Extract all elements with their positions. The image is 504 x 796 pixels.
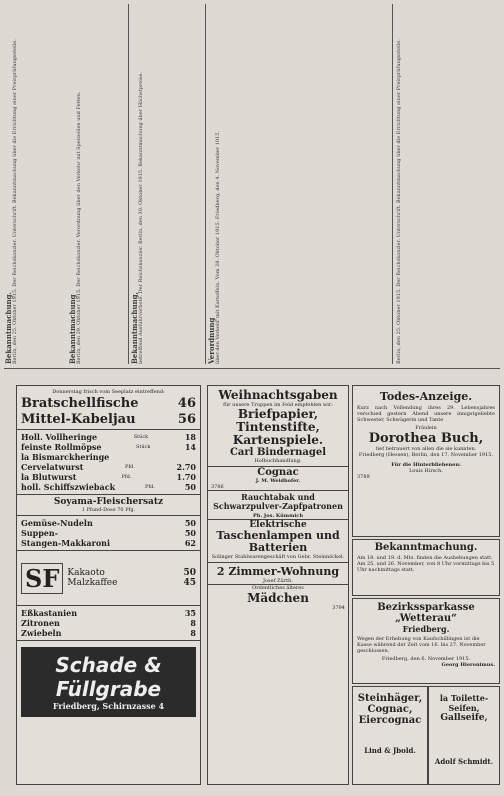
list-item — [17, 462, 200, 472]
ad1-sf2: Malzkaffee 45 — [67, 578, 196, 588]
ad-bezirkssparkasse — [352, 598, 500, 684]
bez-title: Bezirkssparkasse „Wetterau“ — [377, 602, 475, 624]
ad-toilette-seifen — [428, 686, 500, 785]
item-price: 50 — [184, 518, 196, 528]
schade-fuellgrabe-logo: Schade & Füllgrabe Friedberg, Schirnzasse 4 — [21, 647, 196, 717]
ad1-item-list-2 — [17, 516, 200, 551]
st-title: Steinhäger, — [357, 693, 423, 704]
ad1-sf1: Kakaoto 50 — [67, 568, 196, 578]
ad3-text: Kurz nach Vollendung ihres 29. Lebensjahres verschied gestern Abend unsere innigstgeliebte Schwester, Schwägerin und Tante — [357, 405, 495, 423]
column-divider — [392, 4, 393, 364]
column-3 — [132, 4, 202, 364]
list-item — [17, 482, 200, 492]
bez-text: Wegen der Erhebung von Kaufschillingen ist die Kasse während der Zeit vom 16. bis 27. November geschlossen. — [357, 636, 486, 654]
column-4-heading: Verordnung — [207, 317, 216, 364]
ad1-address: Friedberg, Schirnzasse 4 — [52, 701, 165, 711]
ad1-box-title: Soyama-Fleischersatz — [53, 497, 164, 507]
ad3-name: Dorothea Buch, — [368, 431, 484, 446]
bez-place: Friedberg, den 6. November 1915. — [381, 656, 471, 662]
item-name: Gemüse-Nudeln — [21, 518, 93, 528]
item-price: 8 — [190, 618, 196, 628]
toil-line2: Gallseife, — [440, 713, 488, 723]
ad2-zimmer: 2 Zimmer-Wohnung — [216, 565, 340, 578]
item-note: Stück — [135, 444, 151, 450]
st-firm: Lind & Jbold. — [364, 746, 416, 755]
ad2-elektrisch: Elektrische — [249, 520, 307, 530]
ad3-name-label: Fräulein — [415, 425, 437, 431]
ad2-cognac: Cognac — [257, 467, 299, 478]
ad2-firm: Carl Bindernagel — [229, 447, 327, 458]
ad2-maedchen: Mädchen — [247, 591, 309, 605]
item-name: Stangen-Makkaroni — [21, 538, 111, 548]
toil-firm: Adolf Schmidt. — [434, 757, 494, 766]
column-3-text: betreffend Ausfuhrverbote. Der Reichskanzler. Berlin, den 30. Oktober 1915. Bekanntmachung über Höchstpreise. — [138, 72, 144, 364]
ad2-line1: Briefpapier, — [237, 407, 319, 421]
ad2-rauch: Rauchtabak und Schwarzpulver-Zapfpatronen — [213, 492, 343, 511]
ad2-rauch-firm: Ph. Jos. Kümmich — [208, 513, 348, 520]
ad2-number: 3786 — [208, 484, 348, 491]
list-item — [17, 618, 200, 628]
list-item — [17, 452, 200, 462]
column-divider — [128, 4, 129, 364]
ad1-box-sub: 1 Pfund-Dose 70 Pfg. — [17, 507, 200, 516]
column-divider — [205, 4, 206, 364]
ad1-item-list — [17, 429, 200, 495]
item-name: Eßkastanien — [21, 608, 78, 618]
ad3-place: Friedberg (Hessen), Berlin, den 17. November 1915. — [358, 452, 494, 458]
bek-text: Am 18. und 19. d. Mts. finden die Aushebungen statt. Am 25. und 26. November, von 8 Uhr vormittags bis 5 Uhr nachmittags statt. — [357, 555, 495, 573]
ad2-line3: Kartenspiele. — [232, 433, 324, 447]
ad2-maedchen-sub: Ordentliches älteres — [252, 585, 304, 591]
ad2-zimmer-firm: Josef Zürth. — [208, 578, 348, 585]
st-line2: Cognac, — [367, 704, 413, 715]
column-2-text: Berlin, den 29. Oktober 1915. Der Reichskanzler. Verordnung über den Verkehr mit Speiseölen und Fetten. — [76, 91, 82, 364]
item-name: la Bismarckheringe — [21, 452, 110, 462]
column-4 — [209, 4, 389, 364]
list-item — [17, 518, 200, 528]
ad3-sub: tief betrauert von allen die sie kannten. — [375, 446, 477, 452]
ad2-cognac-firm: J. M. Weidhofer. — [255, 478, 301, 484]
item-price: 35 — [184, 608, 196, 618]
item-price: 1.70 — [176, 472, 196, 482]
ad2-sub: für unsere Truppen im Feld empfehlen wir: — [223, 402, 333, 408]
ad1-item-list-3 — [17, 606, 200, 641]
ad-schade-fuellgrabe — [16, 385, 201, 785]
list-item — [17, 432, 200, 442]
list-item — [17, 608, 200, 618]
item-price: 50 — [184, 528, 196, 538]
ad-todes-anzeige — [352, 385, 500, 537]
ad1-line1: Bratschellfische 46 — [21, 395, 196, 411]
item-name: holl. Schiffszwieback — [21, 482, 116, 492]
list-item — [17, 472, 200, 482]
item-price: 18 — [184, 432, 196, 442]
ad3-thanks-head: Für die Hinterbliebenen: — [391, 462, 461, 468]
ad3-thanks: Louis Hirsch. — [409, 468, 443, 474]
item-note: Pfd. — [124, 464, 135, 470]
item-name: Zwiebeln — [21, 628, 62, 638]
list-item — [17, 442, 200, 452]
list-item — [17, 628, 200, 638]
item-price: 50 — [184, 482, 196, 492]
item-name: Zitronen — [21, 618, 60, 628]
st-line3: Eiercognac — [358, 715, 422, 726]
column-2-heading: Bekanntmachung — [68, 294, 77, 364]
item-name: Holl. Vollheringe — [21, 432, 98, 442]
horizontal-divider — [4, 368, 500, 369]
item-price: 8 — [190, 628, 196, 638]
column-5 — [396, 4, 496, 364]
ad-weihnachtsgaben — [207, 385, 349, 785]
ad1-header: Donnerstag frisch vom Seeplatz eintreffend: — [52, 389, 165, 395]
bez-sign: Georg Hieronimus. — [441, 662, 495, 668]
column-4-text: über den Verkehr mit Kartoffeln. Vom 28. Oktober 1915. Friedberg, den 4. November 1915. — [215, 130, 221, 364]
column-2 — [70, 4, 125, 364]
toil-title: la Toilette-Seifen, — [439, 693, 489, 713]
column-1 — [6, 4, 66, 364]
ad-steinhaeger — [352, 686, 428, 785]
ad3-title: Todes-Anzeige. — [379, 390, 473, 403]
item-price: 62 — [184, 538, 196, 548]
column-1-heading: Bekanntmachung. — [4, 292, 13, 364]
ad2-taschenlampen: Taschenlampen und Batterien — [216, 529, 340, 554]
item-name: la Blutwurst — [21, 472, 77, 482]
column-3-heading: Bekanntmachung, — [130, 292, 139, 364]
item-name: Suppen- — [21, 528, 59, 538]
bek-title: Bekanntmachung. — [374, 542, 478, 553]
ad1-sf-block — [17, 551, 200, 606]
ad2-tasch-firm: Solinger Stahlwarengeschäft von Gebr. Steinnöckel. — [208, 554, 348, 563]
column-5-text: Berlin, den 25. Oktober 1915. Der Reichskanzler. Unterschrift. Bekanntmachung über die Errichtung einer Preisprüfungsstelle. — [396, 39, 402, 364]
ad2-firm-sub: Hofbuchhandlung. — [208, 458, 348, 467]
ad1-line2: Mittel-Kabeljau 56 — [21, 411, 196, 427]
ad3-number: 3789 — [357, 474, 370, 480]
item-price: 14 — [184, 442, 196, 452]
ad-bekanntmachung — [352, 539, 500, 596]
item-note: Pfd. — [144, 484, 155, 490]
column-1-text: Berlin, den 25. Oktober 1915. Der Reichskanzler. Unterschrift. Bekanntmachung über die Errichtung einer Preisprüfungsstelle. — [12, 39, 18, 364]
ad2-line2: Tintenstifte, — [236, 420, 320, 434]
item-name: feinste Rollmöpse — [21, 442, 102, 452]
sf-logo: SF — [21, 563, 63, 594]
ad2-number-2: 3794 — [332, 605, 345, 611]
item-name: Cervelatwurst — [21, 462, 84, 472]
list-item — [17, 528, 200, 538]
bez-sub: Friedberg. — [402, 624, 450, 634]
ad2-title: Weihnachtsgaben — [218, 388, 338, 402]
list-item — [17, 538, 200, 548]
item-note: Pfd. — [121, 474, 132, 480]
item-note: Stück — [133, 434, 149, 440]
item-price: 2.70 — [176, 462, 196, 472]
